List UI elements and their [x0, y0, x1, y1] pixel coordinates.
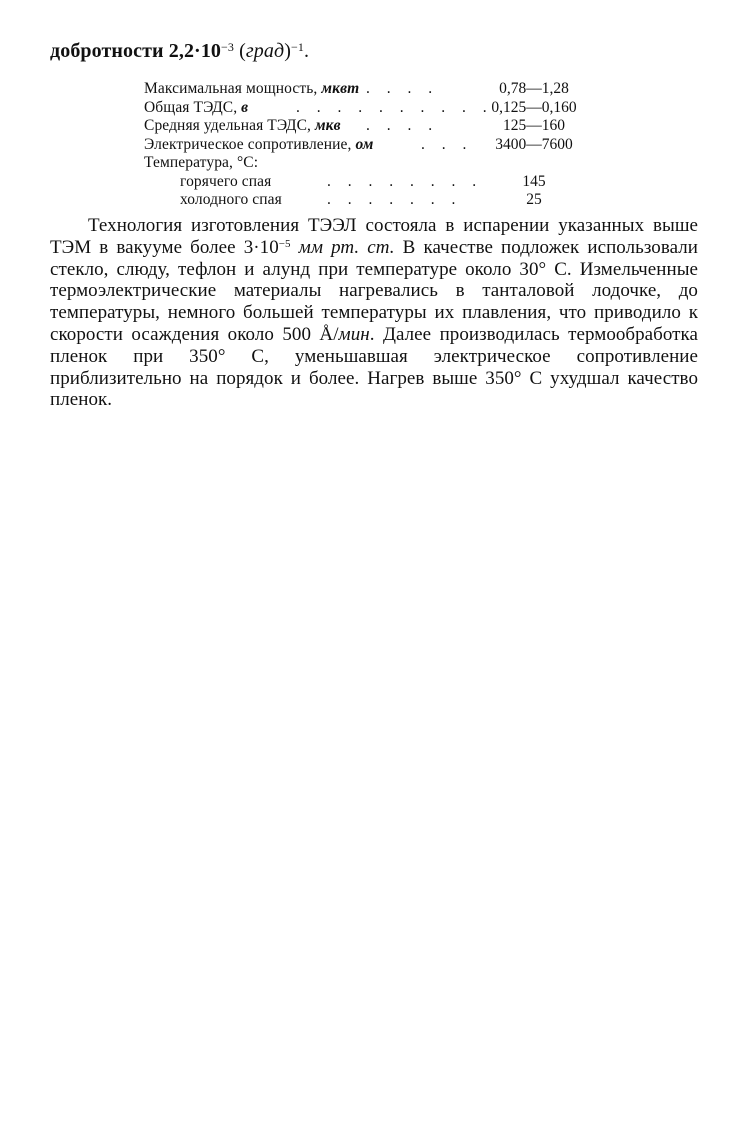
paragraph-unit-rate: мин	[338, 323, 370, 345]
spec-value: 0,78—1,28	[499, 80, 569, 97]
paragraph-part-3: . Далее производилась термообработка пленок при 350° С, уменьшавшая электрическое сопротивление приблизительно на порядок и более. Нагрев выше 350° С ухудшал качество пленок.	[50, 323, 699, 411]
spec-label: Электрическое сопротивление, ом	[144, 135, 374, 153]
spec-value: 125—160	[503, 117, 565, 134]
spec-leader-dots: . . . . . . . . . .	[296, 98, 494, 116]
spec-row-specific-emf	[144, 117, 614, 136]
spec-value: 145	[522, 172, 546, 190]
spec-leader-dots: . . .	[421, 135, 473, 153]
spec-row-hot-junction	[144, 173, 614, 192]
paragraph-unit-pressure: мм рт. ст.	[290, 236, 395, 258]
intro-unit-close: )	[284, 40, 291, 62]
spec-row-cold-junction	[144, 191, 614, 210]
paragraph-exponent: −5	[278, 237, 291, 250]
spec-table	[144, 80, 614, 210]
spec-leader-dots: . . . .	[366, 117, 439, 134]
intro-end: .	[303, 40, 310, 62]
spec-label: холодного спая	[180, 191, 282, 208]
paragraph-part-1: Технология изготовления ТЭЭЛ состояла в испарении указанных выше ТЭМ в вакууме более 3·10	[50, 215, 698, 258]
spec-leader-dots: . . . . . . . .	[327, 172, 483, 190]
spec-row-temperature-heading	[144, 154, 614, 173]
spec-value: 3400—7600	[495, 135, 573, 153]
spec-label: Температура, °С:	[144, 154, 259, 171]
spec-unit: ом	[355, 135, 374, 153]
intro-unit-open: (	[239, 40, 246, 62]
spec-unit: в	[241, 98, 249, 116]
spec-label: Средняя удельная ТЭДС, мкв	[144, 117, 341, 134]
spec-row-total-emf	[144, 99, 614, 118]
spec-unit: мкв	[314, 117, 341, 134]
spec-value: 25	[526, 191, 542, 208]
spec-value: 0,125—0,160	[491, 98, 577, 116]
spec-label: Максимальная мощность, мквт	[144, 80, 360, 97]
body-paragraph	[50, 215, 698, 411]
intro-exponent: −3	[221, 40, 234, 54]
intro-unit: град	[245, 40, 285, 62]
intro-line	[50, 38, 309, 64]
intro-text: добротности 2,2·10	[50, 40, 222, 62]
paragraph-part-2: В качестве подложек использовали стекло, слюду, тефлон и алунд при температуре около 30° С. Измельченные термоэлектрические материалы нагревались в танталовой лодочке, до температуры, немного большей температуры их плавления, что приводило к скорости осаждения около 500 Å/	[50, 236, 699, 345]
spec-row-max-power	[144, 80, 614, 99]
spec-row-resistance	[144, 136, 614, 155]
spec-label: Общая ТЭДС, в	[144, 98, 249, 116]
spec-leader-dots: . . . .	[366, 80, 439, 97]
intro-unit-exponent: −1	[290, 40, 304, 54]
spec-unit: мквт	[321, 80, 360, 97]
spec-leader-dots: . . . . . . .	[327, 191, 462, 208]
spec-label: горячего спая	[180, 172, 272, 190]
